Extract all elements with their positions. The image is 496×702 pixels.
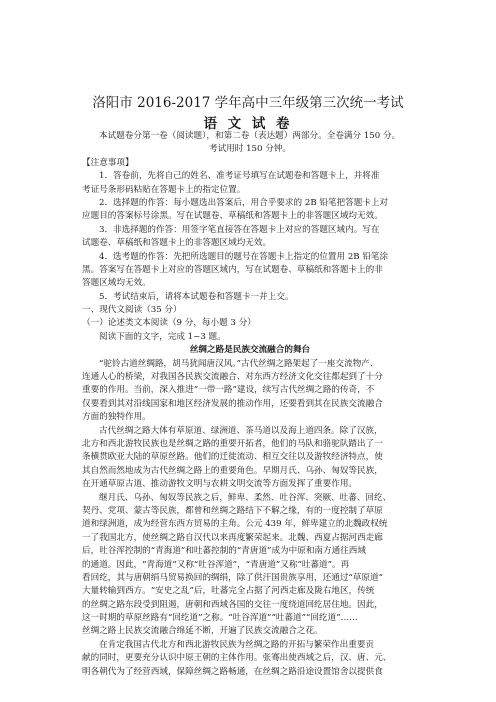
essay-line: 继月氏、乌孙、匈奴等民族之后，鲜卑、柔然、吐谷浑、突厥、吐蕃、回纥、 (99, 492, 392, 503)
exam-body (82, 130, 418, 679)
essay-title: 丝绸之路是民族交流融合的舞台 (189, 345, 311, 356)
essay-line: 仅要看到其对沿线国家和地区经济发展的推动作用，还要看到其在民族交流融合 (82, 398, 383, 409)
essay-line: 大量转输到西方。“安史之乱”后，吐蕃完全占据了河西走廊及陇右地区，传统 (82, 586, 375, 597)
notice-line: 1．答卷前，先将自己的姓名、准考证号填写在试题卷和答题卡上，并将准 (99, 171, 380, 182)
notice-line: 答题区域均无效。 (82, 278, 151, 289)
essay-line: 献的同时，更要充分认识中原王朝的主体作用。张骞出使西域之后，汉、唐、元、 (82, 653, 392, 664)
notice-line: 考证号条形码粘贴在答题卡上的指定位置。 (82, 184, 246, 195)
essay-line: 的丝绸之路东段受到阻遏，唐朝和西域各国的交往一度绕道回纥居住地。因此， (82, 599, 383, 610)
essay-line: 其自然而然地成为古代丝绸之路上的重要角色。早期月氏、乌孙、匈奴等民族， (82, 465, 383, 476)
essay-line: 丝绸之路上民族交流融合绵延不断，开遍了民族交流融合之花。 (82, 626, 323, 637)
section-heading: 一、现代文阅读（35 分） (82, 305, 182, 316)
exam-title: 洛阳市 2016-2017 学年高中三年级第三次统一考试 (92, 95, 404, 111)
essay-line: 连通人心的桥梁，对我国各民族交流融合、对东西方经济文化交往都起到了十分 (82, 372, 383, 383)
essay-line: “驼铃古道丝绸路，胡马犹闻唐汉风。”古代丝绸之路架起了一座交流物产、 (99, 358, 379, 369)
subject-title: 语 文 试 卷 (203, 116, 293, 132)
essay-line: 在开通草原古道、推动游牧文明与农耕文明交流等方面发挥了重要作用。 (82, 479, 358, 490)
essay-line: 契丹、党项、蒙古等民族，都曾和丝绸之路结下不解之缘，有的一度控制了草原 (82, 505, 383, 516)
essay-line: 道和绿洲道，成为经营东西方贸易的主角。公元 439 年，鲜卑建立的北魏政权统 (82, 519, 388, 530)
reading-instruction: 阅读下面的文字，完成 1~3 题。 (99, 331, 226, 342)
notice-line: 4．选考题的作答：先把所选题目的题号在答题卡上指定的位置用 2B 铅笔涂 (99, 251, 389, 262)
notice-heading: 【注意事项】 (82, 157, 134, 168)
essay-line: 一了我国北方，使丝绸之路自汉代以来再度繁荣起来。北魏、西夏占据河西走廊 (82, 532, 383, 543)
essay-line: 看回纥，其与唐朝绢马贸易换回的绸绢，除了供汗国贵族享用，还通过“草原道” (82, 572, 383, 583)
essay-line: 在肯定我国古代北方和西北游牧民族为丝绸之路的开拓与繁荣作出重要贡 (99, 639, 375, 650)
notice-line: 3．非选择题的作答：用签字笔直接答在答题卡上对应的答题区域内。写在 (99, 224, 380, 235)
subsection-heading: （一）论述类文本阅读（9 分，每小题 3 分） (82, 318, 256, 329)
essay-line: 这一时期的草原丝路有“回纥道”之称。“吐谷浑道”“吐蕃道”“回纥道”…… (82, 613, 358, 624)
notice-line: 应题目的答案标号涂黑。写在试题卷、草稿纸和答题卡上的非答题区域均无效。 (82, 211, 383, 222)
intro-line: 本试题卷分第一卷（阅读题），和第二卷（表达题）两部分。全卷满分 150 分。 (99, 131, 401, 141)
essay-line: 的通道。因此，“青海道”又称“吐谷浑道”，“青唐道”又称“吐蕃道”。再 (82, 559, 350, 570)
essay-line: 明各朝代为了经营西域，保障丝绸之路畅通，在丝绸之路沿途设置馆舍以提供食 (82, 666, 383, 677)
notice-line: 2．选择题的作答：每小题选出答案后，用合乎要求的 2B 铅笔把答题卡上对 (99, 197, 389, 208)
notice-line: 试题卷、草稿纸和答题卡上的非答题区域均无效。 (82, 238, 272, 249)
essay-line: 北方和西北游牧民族也是丝绸之路的重要开拓者，他们的马队和骆驼队踏出了一 (82, 438, 383, 449)
essay-line: 古代丝绸之路大体有草原道、绿洲道、茶马道以及海上道四条。除了汉族， (99, 425, 383, 436)
essay-line: 方面的独特作用。 (82, 412, 151, 423)
notice-line: 5．考试结束后，请将本试题卷和答题卡一并上交。 (99, 291, 294, 302)
notice-line: 黑。答案写在答题卡上对应的答题区域内，写在试题卷、草稿纸和答题卡上的非 (82, 264, 383, 275)
intro-line: 考试用时 150 分钟。 (208, 144, 292, 155)
essay-line: 条横贯欧亚大陆的草原丝路。他们的迁徙流动、相互交往以及游牧经济特点，使 (82, 452, 383, 463)
essay-line: 后，吐谷浑控制的“青海道”和吐蕃控制的“青唐道”成为中原和南方通往西域 (82, 546, 366, 557)
essay-line: 重要的作用。当前，深入推进“一带一路”建设，续写古代丝绸之路的传奇，不 (82, 385, 375, 396)
